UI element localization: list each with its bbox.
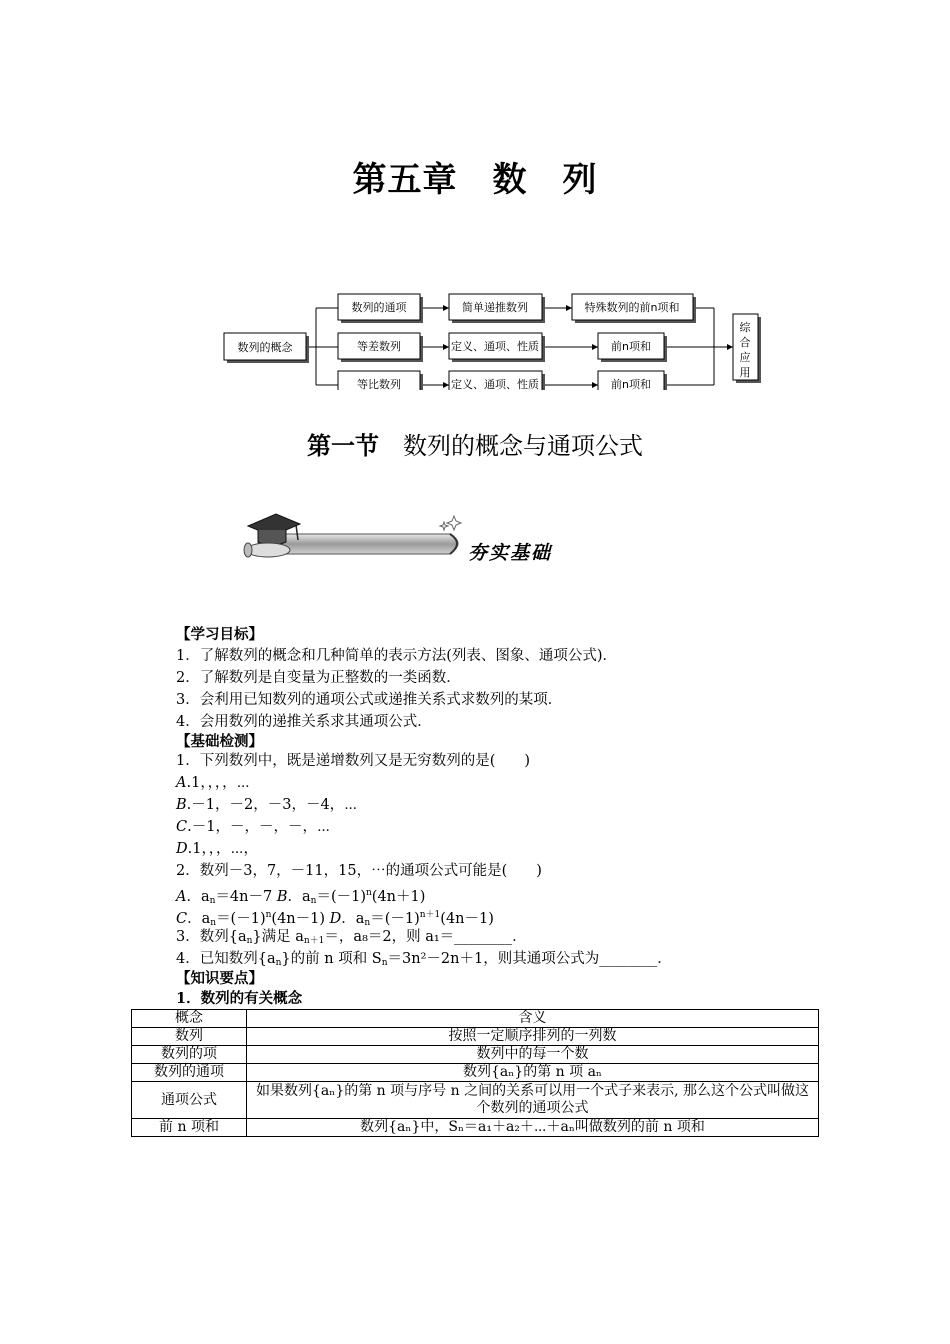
table-header-row — [132, 1010, 819, 1028]
diagram-row3-b: 定义、通项、性质 — [451, 378, 539, 390]
table-header-concept: 概念 — [132, 1010, 247, 1028]
diagram-row2-b: 定义、通项、性质 — [451, 340, 539, 353]
goal-item: 3．会利用已知数列的通项公式或递推关系式求数列的某项． — [176, 692, 563, 708]
goal-item: 1．了解数列的概念和几种简单的表示方法(列表、图象、通项公式)． — [176, 648, 618, 664]
question-1-option-b: B.－1，－2，－3，－4，⋯ — [176, 797, 358, 813]
question-3: 3．数列$\{a_n\}$满足 $a_{n+1}=$，a₈＝2，则 a₁＝________． — [176, 929, 527, 946]
table-header-meaning: 含义 — [247, 1010, 819, 1028]
goal-item: 2．了解数列是自变量为正整数的一类函数． — [176, 670, 461, 686]
goal-item: 4．会用数列的递推关系求其通项公式． — [176, 714, 432, 730]
check-heading: 【基础检测】 — [176, 733, 263, 750]
table-row — [132, 1064, 819, 1082]
diagram-row3-c: 前n项和 — [611, 378, 651, 390]
table-row — [132, 1028, 819, 1046]
table-cell-meaning: 按照一定顺序排列的一列数 — [247, 1028, 819, 1046]
table-cell-meaning: 如果数列{aₙ}的第 n 项与序号 n 之间的关系可以用一个式子来表示, 那么这个公式叫做这个数列的通项公式 — [247, 1082, 819, 1119]
section-number: 第一节 — [307, 431, 379, 460]
table-row — [132, 1082, 819, 1119]
knowledge-subheading: 1．数列的有关概念 — [176, 990, 303, 1007]
table-cell-meaning: 数列中的每一个数 — [247, 1046, 819, 1064]
diagram-final-1: 综 — [739, 321, 751, 334]
knowledge-heading: 【知识要点】 — [176, 970, 263, 987]
question-4: 4．已知数列$\{a_n\}$的前 n 项和 $S_n=3n^2-2n+1$，则其通项公式为________． — [176, 951, 672, 968]
diagram-row1-c: 特殊数列的前n项和 — [584, 301, 680, 314]
question-2-options-ab: A．$a_n=4n-7$ B．$a_n=(-1)^n(4n+1)$ — [176, 888, 426, 906]
question-1-option-d: D.1，，，⋯， — [176, 841, 259, 857]
chapter-structure-diagram — [0, 280, 950, 390]
section-title — [0, 426, 950, 461]
diagram-final-2: 合 — [739, 336, 751, 349]
goals-heading: 【学习目标】 — [176, 626, 263, 643]
question-2-options-cd: C．$a_n=(-1)^n(4n-1)$ D．$a_n=(-1)^{n+1}(4n-1)$ — [176, 910, 494, 928]
diagram-root: 数列的概念 — [237, 341, 293, 354]
concept-table — [131, 1009, 819, 1137]
chapter-title: 第五章 数 列 — [352, 160, 598, 200]
table-cell-meaning: 数列{aₙ}中，Sₙ＝a₁＋a₂＋⋯＋aₙ叫做数列的前 n 项和 — [247, 1119, 819, 1137]
table-cell-concept: 数列的项 — [132, 1046, 247, 1064]
question-1-option-c: C.－1，－，－，－，⋯ — [176, 819, 330, 835]
table-row — [132, 1119, 819, 1137]
table-cell-concept: 前 n 项和 — [132, 1119, 247, 1137]
section-name: 数列的概念与通项公式 — [403, 432, 643, 460]
table-cell-concept: 数列 — [132, 1028, 247, 1046]
graduation-cap-banner-icon — [238, 508, 468, 572]
diagram-row2-a: 等差数列 — [357, 340, 401, 353]
table-cell-meaning: 数列{aₙ}的第 n 项 aₙ — [247, 1064, 819, 1082]
table-row — [132, 1046, 819, 1064]
table-cell-concept: 数列的通项 — [132, 1064, 247, 1082]
diagram-final-3: 应 — [739, 351, 751, 364]
diagram-row3-a: 等比数列 — [357, 378, 401, 390]
diagram-final-4: 用 — [739, 366, 751, 379]
question-2: 2．数列－3，7，－11，15，⋯的通项公式可能是( ) — [176, 863, 542, 879]
diagram-row1-b: 简单递推数列 — [462, 301, 528, 314]
question-1: 1．下列数列中，既是递增数列又是无穷数列的是( ) — [176, 753, 531, 769]
diagram-row2-c: 前n项和 — [611, 340, 651, 353]
question-1-option-a: A.1，，，，⋯ — [176, 775, 250, 791]
banner-title: 夯实基础 — [468, 542, 553, 564]
diagram-row1-a: 数列的通项 — [351, 301, 407, 314]
table-cell-concept: 通项公式 — [132, 1082, 247, 1119]
